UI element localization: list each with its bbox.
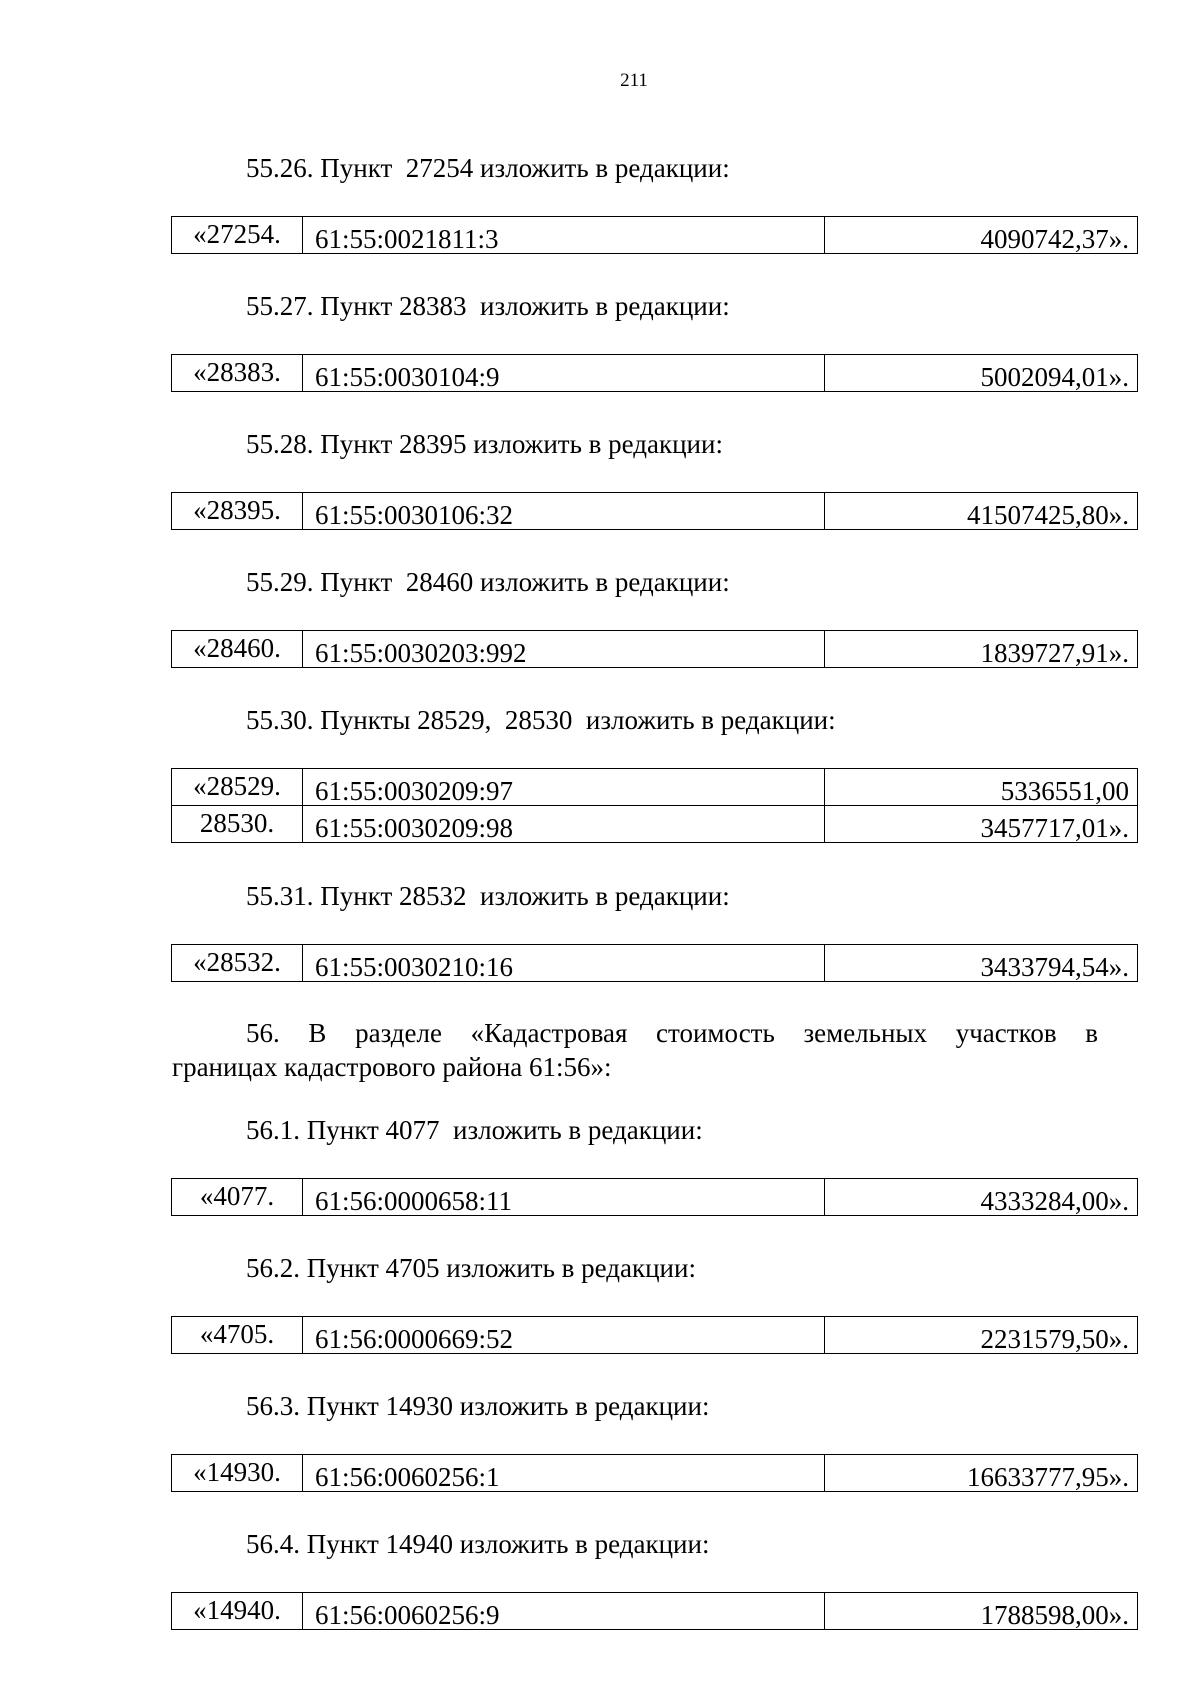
entry-table-28529-28530 [171,768,1138,843]
table-row [172,769,1138,806]
entry-table-28383 [171,354,1138,392]
cadastral-value: 41507425,80». [825,493,1138,530]
table-row [172,631,1138,668]
entry-table-4077 [171,1178,1138,1216]
table-row [172,355,1138,392]
entry-table-28395 [171,492,1138,530]
item-number: «28383. [172,355,303,392]
entry-table-27254 [171,216,1138,254]
cadastral-value: 4090742,37». [825,217,1138,254]
paragraph-55-31: 55.31. Пункт 28532 изложить в редакции: [246,881,730,911]
table-row [172,1179,1138,1216]
table-row [172,217,1138,254]
item-number: «4077. [172,1179,303,1216]
item-number: «28532. [172,945,303,982]
cadastral-number: 61:55:0030104:9 [303,355,825,392]
paragraph-56-2: 56.2. Пункт 4705 изложить в редакции: [246,1253,696,1283]
entry-table-4705 [171,1316,1138,1354]
cadastral-number: 61:55:0030209:97 [303,769,825,806]
cadastral-number: 61:55:0030203:992 [303,631,825,668]
cadastral-number: 61:55:0030106:32 [303,493,825,530]
cadastral-number: 61:56:0060256:1 [303,1455,825,1492]
item-number: «27254. [172,217,303,254]
table-row [172,1593,1138,1630]
item-number: «4705. [172,1317,303,1354]
paragraph-56-1: 56.1. Пункт 4077 изложить в редакции: [246,1115,703,1145]
entry-table-14930 [171,1454,1138,1492]
section-56-line-1: 56. В разделе «Кадастровая стоимость земельных участков в [246,1018,1098,1048]
table-row [172,945,1138,982]
cadastral-value: 5336551,00 [825,769,1138,806]
cadastral-value: 1788598,00». [825,1593,1138,1630]
cadastral-number: 61:55:0021811:3 [303,217,825,254]
item-number: «28529. [172,769,303,806]
table-row [172,493,1138,530]
cadastral-number: 61:55:0030210:16 [303,945,825,982]
paragraph-55-26: 55.26. Пункт 27254 изложить в редакции: [246,153,730,183]
paragraph-56-3: 56.3. Пункт 14930 изложить в редакции: [246,1391,710,1421]
entry-table-28460 [171,630,1138,668]
item-number: «28460. [172,631,303,668]
cadastral-number: 61:56:0060256:9 [303,1593,825,1630]
item-number: «28395. [172,493,303,530]
table-row [172,1317,1138,1354]
cadastral-value: 5002094,01». [825,355,1138,392]
cadastral-value: 1839727,91». [825,631,1138,668]
paragraph-56-4: 56.4. Пункт 14940 изложить в редакции: [246,1529,710,1559]
table-row [172,806,1138,843]
entry-table-28532 [171,944,1138,982]
cadastral-number: 61:55:0030209:98 [303,806,825,843]
paragraph-55-28: 55.28. Пункт 28395 изложить в редакции: [246,429,723,459]
cadastral-value: 2231579,50». [825,1317,1138,1354]
cadastral-value: 3433794,54». [825,945,1138,982]
paragraph-55-30: 55.30. Пункты 28529, 28530 изложить в редакции: [246,705,836,735]
cadastral-number: 61:56:0000669:52 [303,1317,825,1354]
paragraph-55-27: 55.27. Пункт 28383 изложить в редакции: [246,291,730,321]
item-number: «14930. [172,1455,303,1492]
section-56-paragraph [172,1016,1098,1084]
entry-table-14940 [171,1592,1138,1630]
page-number: 211 [620,70,648,91]
cadastral-value: 16633777,95». [825,1455,1138,1492]
table-row [172,1455,1138,1492]
paragraph-55-29: 55.29. Пункт 28460 изложить в редакции: [246,567,730,597]
cadastral-value: 3457717,01». [825,806,1138,843]
cadastral-value: 4333284,00». [825,1179,1138,1216]
item-number: 28530. [172,806,303,843]
section-56-line-2: границах кадастрового района 61:56»: [172,1052,612,1082]
cadastral-number: 61:56:0000658:11 [303,1179,825,1216]
item-number: «14940. [172,1593,303,1630]
